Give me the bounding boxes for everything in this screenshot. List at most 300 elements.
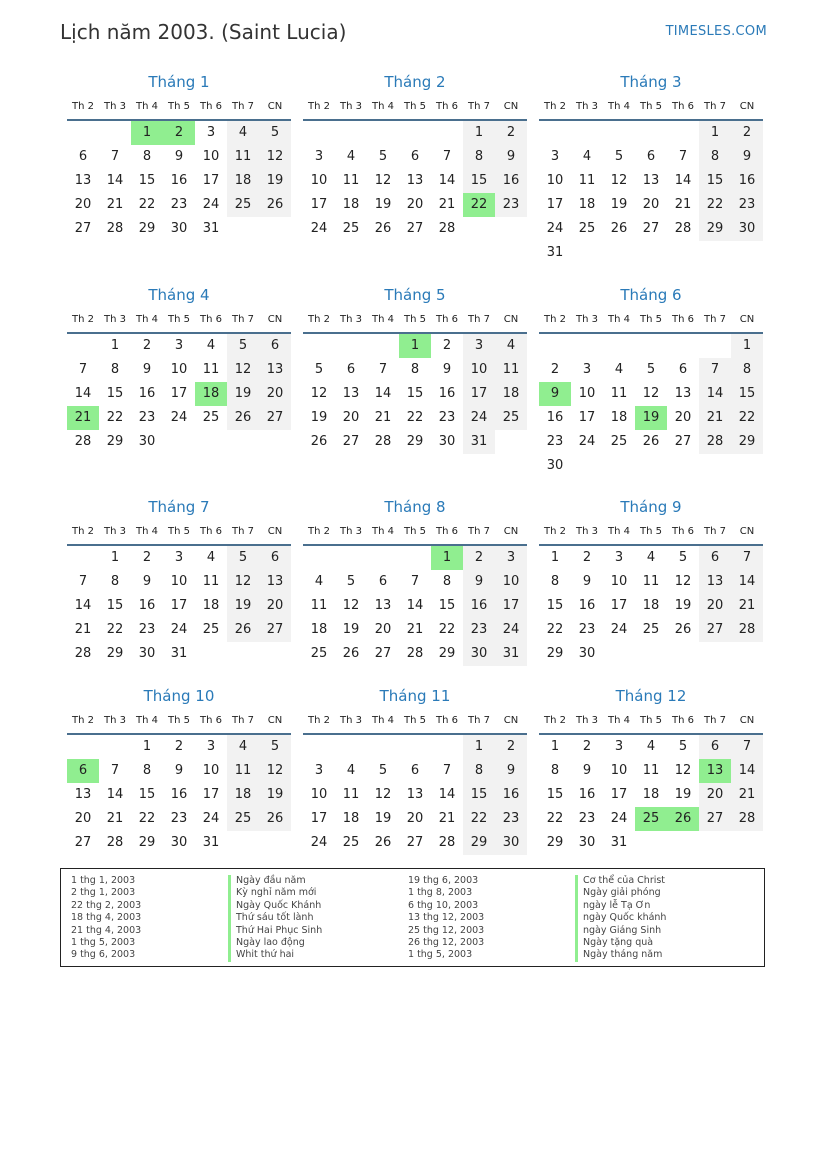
weekday-label: Th 5: [404, 715, 426, 726]
weekday-label: Th 3: [340, 715, 362, 726]
holiday-day-cell: 6: [67, 759, 99, 783]
weekday-label: Th 6: [200, 314, 222, 325]
day-cell: 7: [699, 358, 731, 382]
weekday-label: Th 5: [404, 101, 426, 112]
empty-cell: [399, 546, 431, 570]
day-cell: 18: [227, 783, 259, 807]
day-cell: 16: [495, 783, 527, 807]
day-cell: 4: [314, 574, 324, 589]
day-cell: 12: [259, 145, 291, 169]
day-cell: 23: [463, 618, 495, 642]
day-cell: 1: [463, 121, 495, 145]
holiday-entry: 1 thg 8, 2003: [408, 887, 473, 899]
month-calendar: [539, 70, 763, 265]
day-cell: 3: [495, 546, 527, 570]
day-cell: 24: [610, 811, 628, 826]
day-cell: 22: [546, 811, 564, 826]
day-cell: 3: [463, 334, 495, 358]
day-cell: 10: [202, 763, 220, 778]
weekday-label: Th 2: [308, 101, 330, 112]
holiday-entry: 21 thg 4, 2003: [71, 924, 142, 936]
holiday-entry: Ngày giải phóng: [583, 887, 661, 899]
day-cell: 19: [674, 787, 692, 802]
weekday-label: Th 5: [168, 314, 190, 325]
weekday-label: Th 7: [704, 101, 726, 112]
empty-cell: [303, 735, 335, 759]
day-cell: 13: [342, 386, 360, 401]
weekday-label: CN: [739, 101, 755, 112]
day-cell: 29: [106, 434, 124, 449]
day-cell: 12: [310, 386, 328, 401]
day-cell: 22: [463, 807, 495, 831]
day-cell: 14: [406, 598, 424, 613]
day-cell: 16: [463, 594, 495, 618]
month-title: Tháng 10: [143, 687, 215, 705]
weekday-label: Th 3: [340, 101, 362, 112]
holiday-day-cell: 25: [635, 807, 667, 831]
day-cell: 16: [170, 173, 188, 188]
day-cell: 6: [78, 149, 88, 164]
month-title: Tháng 3: [620, 73, 682, 91]
day-cell: 14: [106, 173, 124, 188]
day-cell: 6: [378, 574, 388, 589]
weekday-label: Th 7: [232, 526, 254, 537]
day-cell: 23: [495, 807, 527, 831]
day-cell: 6: [699, 735, 731, 759]
weekday-label: CN: [267, 526, 283, 537]
day-cell: 7: [110, 763, 120, 778]
day-cell: 7: [442, 763, 452, 778]
day-cell: 24: [578, 434, 596, 449]
day-cell: 2: [550, 362, 560, 377]
day-cell: 28: [74, 646, 92, 661]
day-cell: 25: [342, 835, 360, 850]
day-cell: 4: [582, 149, 592, 164]
day-cell: 2: [463, 546, 495, 570]
day-cell: 13: [406, 173, 424, 188]
weekday-label: CN: [267, 101, 283, 112]
day-cell: 26: [374, 835, 392, 850]
weekday-label: Th 4: [372, 526, 394, 537]
weekday-label: Th 7: [468, 314, 490, 325]
empty-cell: [399, 735, 431, 759]
empty-cell: [335, 121, 367, 145]
day-cell: 21: [106, 811, 124, 826]
holiday-entry: ngày Giáng Sinh: [583, 924, 662, 936]
day-cell: 16: [546, 410, 564, 425]
weekday-label: Th 5: [404, 526, 426, 537]
day-cell: 29: [699, 217, 731, 241]
day-cell: 24: [170, 622, 188, 637]
month-days: [67, 546, 291, 666]
day-cell: 17: [546, 197, 564, 212]
day-cell: 18: [342, 811, 360, 826]
weekday-header: [539, 95, 763, 121]
day-cell: 5: [378, 149, 388, 164]
holiday-day-cell: 26: [667, 807, 699, 831]
day-cell: 23: [578, 622, 596, 637]
day-cell: 8: [442, 574, 452, 589]
empty-cell: [603, 121, 635, 145]
weekday-label: Th 2: [544, 526, 566, 537]
day-cell: 19: [310, 410, 328, 425]
day-cell: 29: [731, 430, 763, 454]
day-cell: 8: [142, 149, 152, 164]
day-cell: 1: [110, 550, 120, 565]
day-cell: 8: [110, 574, 120, 589]
month-days: [303, 546, 527, 666]
day-cell: 24: [546, 221, 564, 236]
page-title: Lịch năm 2003. (Saint Lucia): [60, 20, 347, 44]
day-cell: 30: [546, 458, 564, 473]
day-cell: 26: [342, 646, 360, 661]
day-cell: 1: [463, 735, 495, 759]
day-cell: 28: [406, 646, 424, 661]
day-cell: 12: [259, 759, 291, 783]
day-cell: 24: [202, 197, 220, 212]
holiday-day-cell: 13: [699, 759, 731, 783]
weekday-label: Th 4: [136, 526, 158, 537]
day-cell: 28: [438, 221, 456, 236]
holiday-day-cell: 1: [131, 121, 163, 145]
day-cell: 21: [438, 197, 456, 212]
month-days: [67, 735, 291, 855]
day-cell: 15: [463, 169, 495, 193]
day-cell: 16: [578, 598, 596, 613]
day-cell: 21: [438, 811, 456, 826]
day-cell: 30: [438, 434, 456, 449]
day-cell: 21: [406, 622, 424, 637]
weekday-label: Th 3: [104, 101, 126, 112]
empty-cell: [699, 334, 731, 358]
month-days: [539, 121, 763, 265]
day-cell: 10: [495, 570, 527, 594]
day-cell: 29: [138, 835, 156, 850]
day-cell: 23: [546, 434, 564, 449]
weekday-label: Th 4: [372, 314, 394, 325]
month-title: Tháng 12: [615, 687, 687, 705]
day-cell: 3: [174, 550, 184, 565]
day-cell: 7: [378, 362, 388, 377]
day-cell: 5: [259, 121, 291, 145]
weekday-label: CN: [503, 715, 519, 726]
weekday-label: Th 7: [468, 715, 490, 726]
day-cell: 4: [495, 334, 527, 358]
day-cell: 27: [74, 835, 92, 850]
day-cell: 19: [259, 169, 291, 193]
month-title: Tháng 4: [148, 286, 210, 304]
weekday-label: Th 2: [308, 526, 330, 537]
day-cell: 12: [227, 358, 259, 382]
day-cell: 21: [374, 410, 392, 425]
day-cell: 30: [495, 831, 527, 855]
day-cell: 27: [406, 835, 424, 850]
day-cell: 1: [550, 739, 560, 754]
weekday-label: Th 3: [576, 101, 598, 112]
weekday-label: Th 5: [168, 715, 190, 726]
month-calendar: [67, 495, 291, 666]
weekday-label: Th 7: [232, 715, 254, 726]
month-calendar: [67, 283, 291, 454]
day-cell: 26: [610, 221, 628, 236]
holiday-entry: 2 thg 1, 2003: [71, 887, 136, 899]
day-cell: 5: [227, 334, 259, 358]
weekday-header: [67, 308, 291, 334]
day-cell: 6: [346, 362, 356, 377]
holiday-names-left: [228, 875, 322, 962]
day-cell: 24: [310, 221, 328, 236]
empty-cell: [667, 121, 699, 145]
day-cell: 8: [463, 759, 495, 783]
day-cell: 4: [346, 763, 356, 778]
holiday-entry: 26 thg 12, 2003: [408, 937, 485, 949]
day-cell: 16: [731, 169, 763, 193]
month-days: [539, 546, 763, 666]
holiday-entry: 22 thg 2, 2003: [71, 899, 142, 911]
day-cell: 30: [578, 646, 596, 661]
weekday-label: Th 3: [104, 314, 126, 325]
day-cell: 15: [138, 173, 156, 188]
weekday-label: Th 6: [436, 526, 458, 537]
day-cell: 10: [578, 386, 596, 401]
holiday-entry: 1 thg 5, 2003: [71, 937, 136, 949]
day-cell: 6: [678, 362, 688, 377]
day-cell: 1: [731, 334, 763, 358]
day-cell: 7: [678, 149, 688, 164]
weekday-label: Th 5: [640, 715, 662, 726]
weekday-label: CN: [739, 715, 755, 726]
month-title: Tháng 1: [148, 73, 210, 91]
day-cell: 21: [106, 197, 124, 212]
day-cell: 5: [678, 550, 688, 565]
weekday-label: Th 3: [576, 314, 598, 325]
day-cell: 11: [202, 362, 220, 377]
day-cell: 16: [438, 386, 456, 401]
day-cell: 19: [227, 382, 259, 406]
day-cell: 17: [310, 811, 328, 826]
weekday-label: Th 2: [308, 715, 330, 726]
weekday-header: [303, 709, 527, 735]
day-cell: 11: [642, 763, 660, 778]
weekday-label: Th 4: [608, 526, 630, 537]
weekday-label: Th 4: [608, 715, 630, 726]
empty-cell: [335, 546, 367, 570]
day-cell: 24: [170, 410, 188, 425]
day-cell: 20: [406, 197, 424, 212]
weekday-label: Th 7: [704, 715, 726, 726]
holiday-day-cell: 2: [163, 121, 195, 145]
day-cell: 2: [582, 550, 592, 565]
day-cell: 1: [110, 338, 120, 353]
day-cell: 26: [259, 193, 291, 217]
month-days: [303, 121, 527, 241]
day-cell: 8: [699, 145, 731, 169]
day-cell: 6: [410, 763, 420, 778]
day-cell: 31: [610, 835, 628, 850]
empty-cell: [303, 334, 335, 358]
weekday-header: [303, 308, 527, 334]
day-cell: 10: [546, 173, 564, 188]
weekday-label: Th 5: [168, 526, 190, 537]
day-cell: 28: [731, 807, 763, 831]
day-cell: 4: [227, 735, 259, 759]
day-cell: 13: [374, 598, 392, 613]
day-cell: 17: [610, 787, 628, 802]
month-calendar: [539, 684, 763, 855]
empty-cell: [635, 334, 667, 358]
site-link[interactable]: TIMESLES.COM: [665, 24, 767, 39]
day-cell: 27: [259, 406, 291, 430]
holiday-entry: 9 thg 6, 2003: [71, 949, 136, 961]
day-cell: 30: [578, 835, 596, 850]
day-cell: 31: [463, 430, 495, 454]
holiday-day-cell: 19: [635, 406, 667, 430]
day-cell: 25: [310, 646, 328, 661]
empty-cell: [303, 121, 335, 145]
weekday-label: Th 6: [200, 526, 222, 537]
day-cell: 12: [610, 173, 628, 188]
month-days: [303, 735, 527, 855]
month-title: Tháng 9: [620, 498, 682, 516]
day-cell: 11: [310, 598, 328, 613]
day-cell: 20: [699, 594, 731, 618]
day-cell: 23: [170, 197, 188, 212]
empty-cell: [603, 334, 635, 358]
weekday-label: Th 4: [372, 101, 394, 112]
day-cell: 3: [550, 149, 560, 164]
holiday-entry: 1 thg 5, 2003: [408, 949, 473, 961]
holiday-entry: 18 thg 4, 2003: [71, 912, 142, 924]
day-cell: 18: [342, 197, 360, 212]
day-cell: 27: [342, 434, 360, 449]
day-cell: 15: [106, 598, 124, 613]
holiday-entry: ngày Quốc khánh: [583, 912, 667, 924]
holiday-entry: Ngày lao động: [236, 937, 305, 949]
day-cell: 7: [78, 574, 88, 589]
day-cell: 7: [731, 546, 763, 570]
month-title: Tháng 6: [620, 286, 682, 304]
empty-cell: [335, 735, 367, 759]
day-cell: 30: [731, 217, 763, 241]
day-cell: 1: [699, 121, 731, 145]
day-cell: 3: [314, 149, 324, 164]
weekday-label: Th 6: [672, 314, 694, 325]
weekday-label: Th 3: [104, 526, 126, 537]
empty-cell: [431, 735, 463, 759]
day-cell: 15: [731, 382, 763, 406]
holiday-entry: 19 thg 6, 2003: [408, 875, 479, 886]
weekday-label: Th 6: [436, 715, 458, 726]
day-cell: 13: [699, 570, 731, 594]
day-cell: 10: [170, 574, 188, 589]
day-cell: 25: [578, 221, 596, 236]
holiday-entry: Kỳ nghỉ năm mới: [236, 887, 317, 899]
empty-cell: [99, 121, 131, 145]
day-cell: 17: [202, 173, 220, 188]
empty-cell: [667, 334, 699, 358]
day-cell: 1: [550, 550, 560, 565]
weekday-label: Th 3: [104, 715, 126, 726]
day-cell: 10: [610, 574, 628, 589]
day-cell: 5: [346, 574, 356, 589]
day-cell: 19: [342, 622, 360, 637]
day-cell: 28: [106, 221, 124, 236]
day-cell: 18: [642, 598, 660, 613]
day-cell: 22: [731, 406, 763, 430]
empty-cell: [367, 121, 399, 145]
day-cell: 4: [646, 739, 656, 754]
day-cell: 12: [342, 598, 360, 613]
day-cell: 18: [310, 622, 328, 637]
holiday-entry: 25 thg 12, 2003: [408, 924, 485, 936]
day-cell: 20: [699, 783, 731, 807]
day-cell: 6: [259, 334, 291, 358]
day-cell: 17: [170, 386, 188, 401]
day-cell: 7: [78, 362, 88, 377]
day-cell: 17: [170, 598, 188, 613]
day-cell: 25: [342, 221, 360, 236]
day-cell: 13: [259, 358, 291, 382]
holiday-entry: Ngày tháng năm: [583, 949, 663, 961]
day-cell: 17: [310, 197, 328, 212]
empty-cell: [635, 121, 667, 145]
day-cell: 20: [74, 811, 92, 826]
weekday-header: [67, 520, 291, 546]
day-cell: 22: [138, 197, 156, 212]
day-cell: 19: [374, 811, 392, 826]
day-cell: 12: [227, 570, 259, 594]
holiday-list: [60, 868, 765, 967]
month-title: Tháng 2: [384, 73, 446, 91]
weekday-header: [539, 520, 763, 546]
day-cell: 23: [170, 811, 188, 826]
day-cell: 6: [699, 546, 731, 570]
day-cell: 31: [202, 221, 220, 236]
day-cell: 17: [202, 787, 220, 802]
month-days: [67, 334, 291, 454]
day-cell: 21: [674, 197, 692, 212]
weekday-label: Th 2: [72, 314, 94, 325]
day-cell: 17: [463, 382, 495, 406]
day-cell: 24: [310, 835, 328, 850]
month-calendar: [303, 283, 527, 454]
day-cell: 25: [642, 622, 660, 637]
month-calendar: [67, 70, 291, 241]
month-days: [67, 121, 291, 241]
day-cell: 25: [227, 193, 259, 217]
day-cell: 24: [495, 618, 527, 642]
day-cell: 28: [106, 835, 124, 850]
day-cell: 8: [550, 574, 560, 589]
day-cell: 7: [731, 735, 763, 759]
weekday-label: CN: [503, 314, 519, 325]
day-cell: 16: [170, 787, 188, 802]
day-cell: 27: [406, 221, 424, 236]
empty-cell: [367, 735, 399, 759]
day-cell: 18: [202, 598, 220, 613]
weekday-header: [303, 520, 527, 546]
day-cell: 9: [442, 362, 452, 377]
weekday-label: Th 3: [340, 314, 362, 325]
day-cell: 29: [546, 835, 564, 850]
weekday-label: Th 2: [72, 715, 94, 726]
weekday-label: Th 5: [640, 526, 662, 537]
day-cell: 19: [674, 598, 692, 613]
day-cell: 9: [495, 145, 527, 169]
day-cell: 10: [310, 173, 328, 188]
day-cell: 3: [614, 739, 624, 754]
holiday-entry: Ngày tặng quà: [583, 937, 654, 949]
